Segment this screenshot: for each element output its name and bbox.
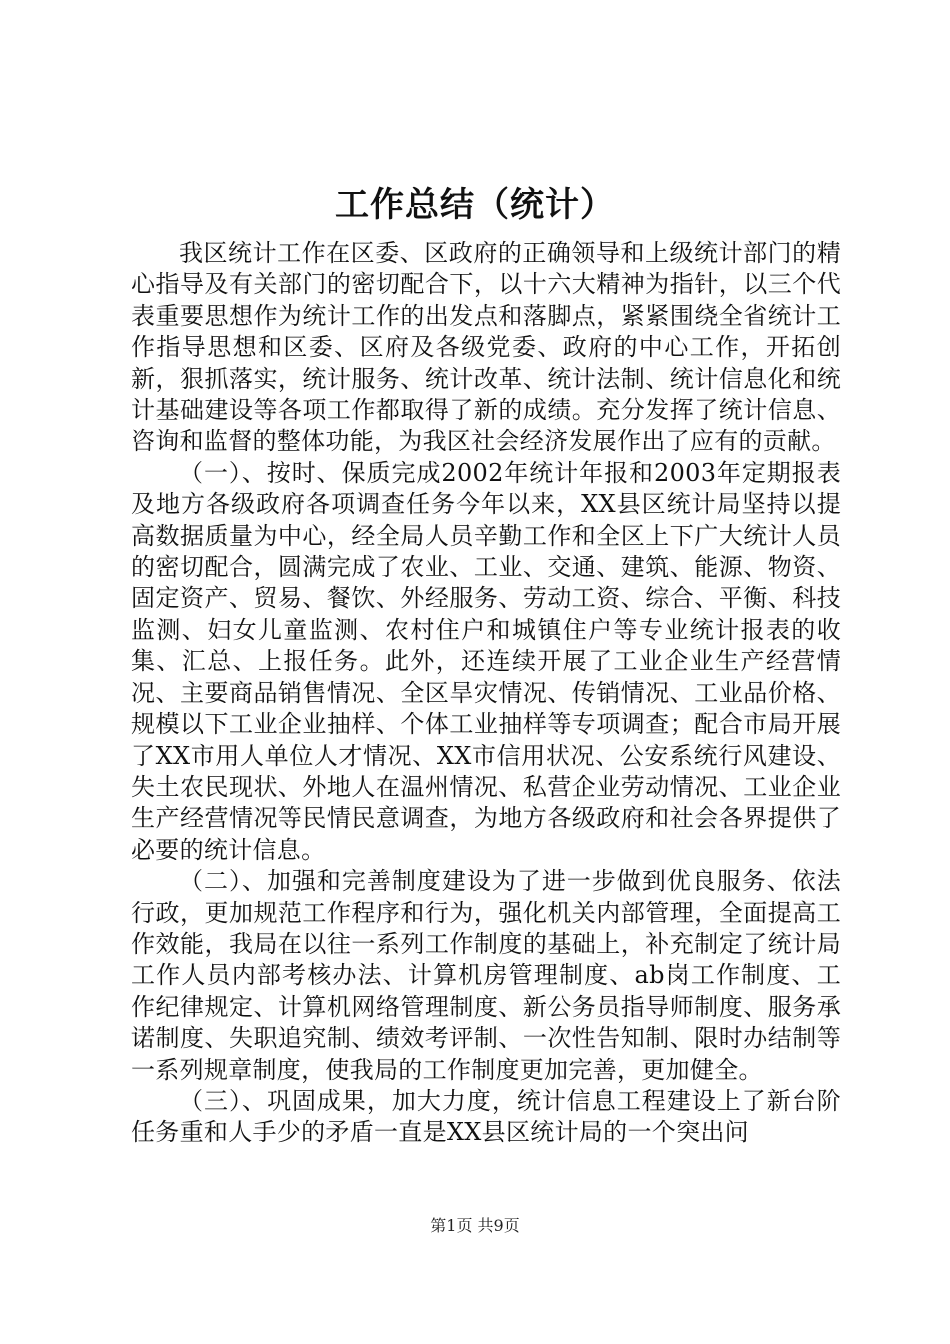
page-number-footer: 第1页 共9页 <box>430 1216 520 1235</box>
paragraph-section-1: （一）、按时、保质完成2002年统计年报和2003年定期报表及地方各级政府各项调查任务今年以来，XX县区统计局坚持以提高数据质量为中心，经全局人员辛勤工作和全区上下广大统计人员的密切配合，圆满完成了农业、工业、交通、建筑、能源、物资、固定资产、贸易、餐饮、外经服务、劳动工资、综合、平衡、科技监测、妇女儿童监测、农村住户和城镇住户等专业统计报表的收集、汇总、上报任务。此外，还连续开展了工业企业生产经营情况、主要商品销售情况、全区旱灾情况、传销情况、工业品价格、规模以下工业企业抽样、个体工业抽样等专项调查；配合市局开展了XX市用人单位人才情况、XX市信用状况、公安系统行风建设、失土农民现状、外地人在温州情况、私营企业劳动情况、工业企业生产经营情况等民情民意调查，为地方各级政府和社会各界提供了必要的统计信息。 <box>131 458 841 864</box>
document-body <box>131 238 841 1149</box>
paragraph-section-2: （二）、加强和完善制度建设为了进一步做到优良服务、依法行政，更加规范工作程序和行为，强化机关内部管理，全面提高工作效能，我局在以往一系列工作制度的基础上，补充制定了统计局工作人员内部考核办法、计算机房管理制度、ab岗工作制度、工作纪律规定、计算机网络管理制度、新公务员指导师制度、服务承诺制度、失职追究制、绩效考评制、一次性告知制、限时办结制等一系列规章制度，使我局的工作制度更加完善，更加健全。 <box>131 867 841 1084</box>
paragraph-intro: 我区统计工作在区委、区政府的正确领导和上级统计部门的精心指导及有关部门的密切配合下，以十六大精神为指针，以三个代表重要思想作为统计工作的出发点和落脚点，紧紧围绕全省统计工作指导思想和区委、区府及各级党委、政府的中心工作，开拓创新，狠抓落实，统计服务、统计改革、统计法制、统计信息化和统计基础建设等各项工作都取得了新的成绩。充分发挥了统计信息、咨询和监督的整体功能，为我区社会经济发展作出了应有的贡献。 <box>131 239 841 456</box>
paragraph-section-3: （三）、巩固成果，加大力度，统计信息工程建设上了新台阶任务重和人手少的矛盾一直是XX县区统计局的一个突出问 <box>131 1086 841 1147</box>
document-title: 工作总结（统计） <box>335 185 615 225</box>
